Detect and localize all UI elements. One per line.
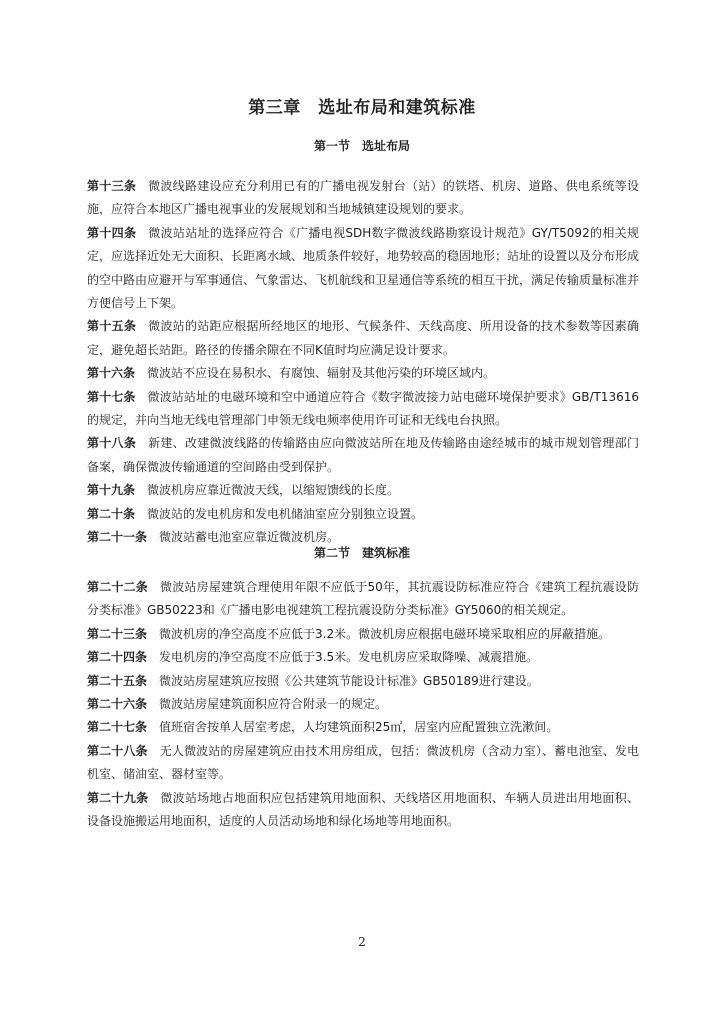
article-number: 第十八条 <box>87 436 137 451</box>
article-number: 第二十三条 <box>87 626 148 641</box>
article-text: 新建、改建微波线路的传输路由应向微波站所在地及传输路由途经城市的城市规划管理部门备案，确保微波传输通道的空间路由受到保护。 <box>87 436 639 474</box>
article-number: 第二十一条 <box>87 530 148 545</box>
article-29 <box>87 787 639 834</box>
article-number: 第二十七条 <box>87 720 148 735</box>
article-number: 第十九条 <box>87 483 136 498</box>
article-number: 第二十四条 <box>87 650 148 665</box>
article-number: 第十六条 <box>87 366 136 381</box>
article-number: 第二十九条 <box>87 790 149 805</box>
article-number: 第二十八条 <box>87 743 148 758</box>
article-number: 第二十六条 <box>87 697 148 712</box>
article-text: 微波站站址的电磁环境和空中通道应符合《数字微波接力站电磁环境保护要求》GB/T13616的规定，并向当地无线电管理部门申领无线电频率使用许可证和无线电台执照。 <box>87 389 639 428</box>
article-17 <box>87 386 639 433</box>
article-number: 第十三条 <box>87 179 137 193</box>
article-number: 第二十五条 <box>87 673 148 688</box>
article-26 <box>87 693 639 716</box>
article-15 <box>87 315 639 362</box>
article-27 <box>87 716 639 739</box>
article-number: 第十五条 <box>87 319 137 334</box>
chapter-title: 第三章 选址布局和建筑标准 <box>248 98 476 118</box>
article-text: 微波站蓄电池室应靠近微波机房。 <box>159 530 340 545</box>
article-text: 发电机房的净空高度不应低于3.5米。发电机房应采取降噪、减震措施。 <box>159 650 539 665</box>
article-text: 微波站房屋建筑应按照《公共建筑节能设计标准》GB50189进行建设。 <box>159 673 539 688</box>
article-28 <box>87 740 639 787</box>
article-number: 第二十二条 <box>87 580 149 594</box>
article-25 <box>87 670 639 693</box>
article-16 <box>87 362 639 385</box>
article-14 <box>87 222 639 316</box>
article-text: 微波站站址的选择应符合《广播电视SDH数字微波线路勘察设计规范》GY/T5092的相关规定，应选择近处无大面积、长距离水域、地质条件较好，地势较高的稳固地形；站址的设置以及分布形成的空中路由应避开与军事通信、气象雷达、飞机航线和卫星通信等系统的相互干扰，满足传输质量标准并方便信号上下架。 <box>87 225 640 311</box>
section-title-building-standards: 第二节 建筑标准 <box>313 546 410 560</box>
article-text: 微波线路建设应充分利用已有的广播电视发射台（站）的铁塔、机房、道路、供电系统等设施，应符合本地区广播电视事业的发展规划和当地城镇建设规划的要求。 <box>87 179 639 217</box>
article-text: 微波机房应靠近微波天线，以缩短馈线的长度。 <box>147 483 400 498</box>
article-text: 微波站场地占地面积应包括建筑用地面积、天线塔区用地面积、车辆人员进出用地面积、设备设施搬运用地面积，适度的人员活动场地和绿化场地等用地面积。 <box>87 790 639 829</box>
article-18 <box>87 432 639 479</box>
article-24 <box>87 646 639 669</box>
article-number: 第十四条 <box>87 225 137 240</box>
article-text: 微波机房的净空高度不应低于3.2米。微波机房应根据电磁环境采取相应的屏蔽措施。 <box>159 626 611 641</box>
section-building-body <box>87 576 639 833</box>
article-22 <box>87 576 639 623</box>
article-text: 微波站房屋建筑合理使用年限不应低于50年，其抗震设防标准应符合《建筑工程抗震设防分类标准》GB50223和《广播电影电视建筑工程抗震设防分类标准》GY5060的相关规定。 <box>87 580 639 618</box>
section-siting-body <box>87 175 639 550</box>
article-text: 无人微波站的房屋建筑应由技术用房组成，包括：微波机房（含动力室）、蓄电池室、发电机室、储油室、器材室等。 <box>87 743 639 782</box>
article-text: 微波站不应设在易积水、有腐蚀、辐射及其他污染的环境区域内。 <box>147 366 496 381</box>
article-23 <box>87 623 639 646</box>
article-text: 值班宿舍按单人居室考虑，人均建筑面积25㎡，居室内应配置独立洗漱间。 <box>159 720 559 735</box>
article-text: 微波站房屋建筑面积应符合附录一的规定。 <box>159 697 388 712</box>
article-number: 第十七条 <box>87 389 136 404</box>
article-text: 微波站的站距应根据所经地区的地形、气候条件、天线高度、所用设备的技术参数等因素确定，避免超长站距。路径的传播余隙在不同K值时均应满足设计要求。 <box>87 319 639 357</box>
article-13 <box>87 175 639 222</box>
article-text: 微波站的发电机房和发电机储油室应分别独立设置。 <box>147 506 424 521</box>
section-title-siting: 第一节 选址布局 <box>313 139 410 153</box>
article-19 <box>87 479 639 502</box>
article-number: 第二十条 <box>87 506 136 521</box>
page-number: 2 <box>358 935 366 949</box>
article-20 <box>87 503 639 526</box>
